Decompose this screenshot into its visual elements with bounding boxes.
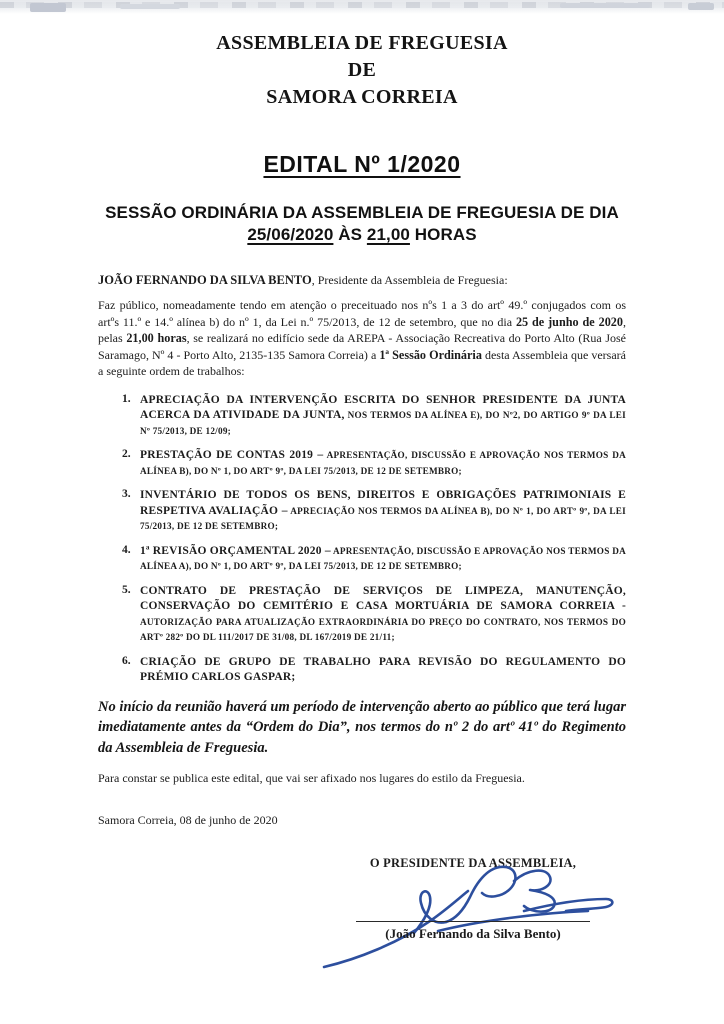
- signature-block: [348, 856, 598, 942]
- edital-title: [98, 151, 626, 178]
- agenda-main: APRECIAÇÃO DA INTERVENÇÃO ESCRITA DO SENHOR PRESIDENTE DA JUNTA ACERCA DA ATIVIDADE DA JUNTA,: [140, 393, 626, 422]
- agenda-number: 4.: [122, 543, 131, 556]
- public-intervention-note: No início da reunião haverá um período de intervenção aberto ao público que terá lugar imediatamente antes da “Ordem do Dia”, nos termos do nº 2 do artº 41º do Regimento da Assembleia de Freguesia.: [98, 698, 626, 756]
- agenda-main: INVENTÁRIO DE TODOS OS BENS, DIREITOS E OBRIGAÇÕES PATRIMONIAIS E RESPETIVA AVALIAÇÃO –: [140, 489, 626, 517]
- agenda-detail: NOS TERMOS DA ALÍNEA E), DO Nº2, DO ARTIGO 9º DA LEI Nº 75/2013, DE 12/09;: [140, 410, 626, 436]
- org-title-line2: DE: [347, 59, 377, 81]
- agenda-item-1: [122, 392, 626, 439]
- agenda-number: 1.: [122, 392, 131, 405]
- signature-area: [348, 871, 598, 921]
- signature-name: (João Fernando da Silva Bento): [385, 926, 561, 942]
- signature-strokes: [324, 867, 612, 967]
- dateline: Samora Correia, 08 de junho de 2020: [98, 813, 278, 828]
- handwritten-signature: [318, 859, 628, 969]
- president-name: JOÃO FERNANDO DA SILVA BENTO: [98, 273, 312, 287]
- intro-date-bold: 25 de junho de 2020: [515, 314, 623, 329]
- agenda-item-3: [122, 487, 626, 534]
- agenda-detail: APRECIAÇÃO NOS TERMOS DA ALÍNEA B), DO Nº 1, DO ARTº 9º, DA LEI 75/2013, DE 12 DE SETEMBRO;: [140, 505, 626, 532]
- agenda-number: 6.: [122, 654, 131, 667]
- agenda-main: CONTRATO DE PRESTAÇÃO DE SERVIÇOS DE LIMPEZA, MANUTENÇÃO, CONSERVAÇÃO DO CEMITÉRIO E CASA MORTUÁRIA DE SAMORA CORREIA -: [140, 584, 626, 613]
- agenda-main: CRIAÇÃO DE GRUPO DE TRABALHO PARA REVISÃO DO REGULAMENTO DO PRÉMIO CARLOS GASPAR;: [140, 655, 626, 684]
- agenda-text: [140, 654, 626, 685]
- intro-seg1: Faz público, nomeadamente tendo em atenção o preceituado nos nºs 1 a 3 do artº 49.º conjugados com os artºs 11.º e 14.º alínea b) do nº 1, da Lei n.º 75/2013, de 12 de setembro, que no dia: [98, 298, 626, 329]
- intro-session-bold: 1ª Sessão Ordinária: [379, 347, 482, 362]
- agenda-list: [98, 392, 626, 685]
- agenda-text: [140, 487, 626, 534]
- session-heading: [98, 202, 626, 246]
- scan-smudge: [688, 3, 714, 10]
- agenda-text: [140, 447, 626, 478]
- document-page: [98, 0, 626, 942]
- agenda-number: 5.: [122, 583, 131, 596]
- agenda-number: 2.: [122, 448, 131, 461]
- agenda-item-6: [122, 654, 626, 685]
- agenda-main: PRESTAÇÃO DE CONTAS 2019 –: [140, 449, 324, 462]
- session-sep: ÀS: [333, 225, 367, 244]
- session-date: 25/06/2020: [247, 225, 334, 244]
- salutation-rest: , Presidente da Assembleia de Freguesia:: [311, 273, 508, 287]
- org-header: [98, 30, 626, 111]
- intro-paragraph: [98, 297, 626, 380]
- scan-smudge: [30, 3, 66, 12]
- agenda-text: [140, 583, 626, 645]
- intro-seg3: , se realizará no edifício sede da AREPA - Associação Recreativa do Porto Alto (Rua José Saramago, Nº 4 - Porto Alto, 2135-135 Samora Correia) a: [98, 331, 627, 362]
- signature-title: O PRESIDENTE DA ASSEMBLEIA,: [369, 856, 577, 871]
- session-time: 21,00: [366, 225, 410, 244]
- intro-time-bold: 21,00 horas: [126, 331, 187, 346]
- agenda-main: 1ª REVISÃO ORÇAMENTAL 2020 –: [140, 544, 331, 557]
- agenda-text: [140, 543, 626, 574]
- salutation: [98, 272, 626, 288]
- session-sep2: HORAS: [409, 225, 477, 244]
- agenda-number: 3.: [122, 488, 131, 501]
- agenda-item-2: [122, 447, 626, 478]
- session-heading-line2: [98, 224, 626, 246]
- intro-seg2: , pelas: [98, 314, 626, 346]
- session-heading-line1: SESSÃO ORDINÁRIA DA ASSEMBLEIA DE FREGUESIA DE DIA: [105, 203, 619, 222]
- edital-title-text: EDITAL Nº 1/2020: [263, 151, 461, 177]
- agenda-text: [140, 392, 626, 439]
- agenda-item-5: [122, 583, 626, 645]
- agenda-detail: APRESENTAÇÃO, DISCUSSÃO E APROVAÇÃO NOS TERMOS DA ALÍNEA A), DO Nº 1, DO ARTº 9º, DA LEI 75/2013, DE 12 DE SETEMBRO;: [140, 545, 626, 572]
- agenda-detail: APRESENTAÇÃO, DISCUSSÃO E APROVAÇÃO NOS TERMOS DA ALÍNEA B), DO Nº 1, DO ARTº 9º, DA LEI 75/2013, DE 12 DE SETEMBRO;: [140, 450, 626, 476]
- intro-seg4: desta Assembleia que versará a seguinte ordem de trabalhos:: [98, 347, 626, 379]
- org-title-line3: SAMORA CORREIA: [266, 86, 458, 108]
- agenda-item-4: [122, 543, 626, 574]
- agenda-detail: AUTORIZAÇÃO PARA ATUALIZAÇÃO EXTRAORDINÁRIA DO PREÇO DO CONTRATO, NOS TERMOS DO ARTº 282º DO DL 111/2017 DE 31/08, DL 167/2019 DE 21/11;: [140, 616, 626, 643]
- org-title-line1: ASSEMBLEIA DE FREGUESIA: [216, 32, 508, 54]
- signature-line: [356, 921, 590, 922]
- closing-statement: Para constar se publica este edital, que vai ser afixado nos lugares do estilo da Freguesia.: [98, 771, 525, 786]
